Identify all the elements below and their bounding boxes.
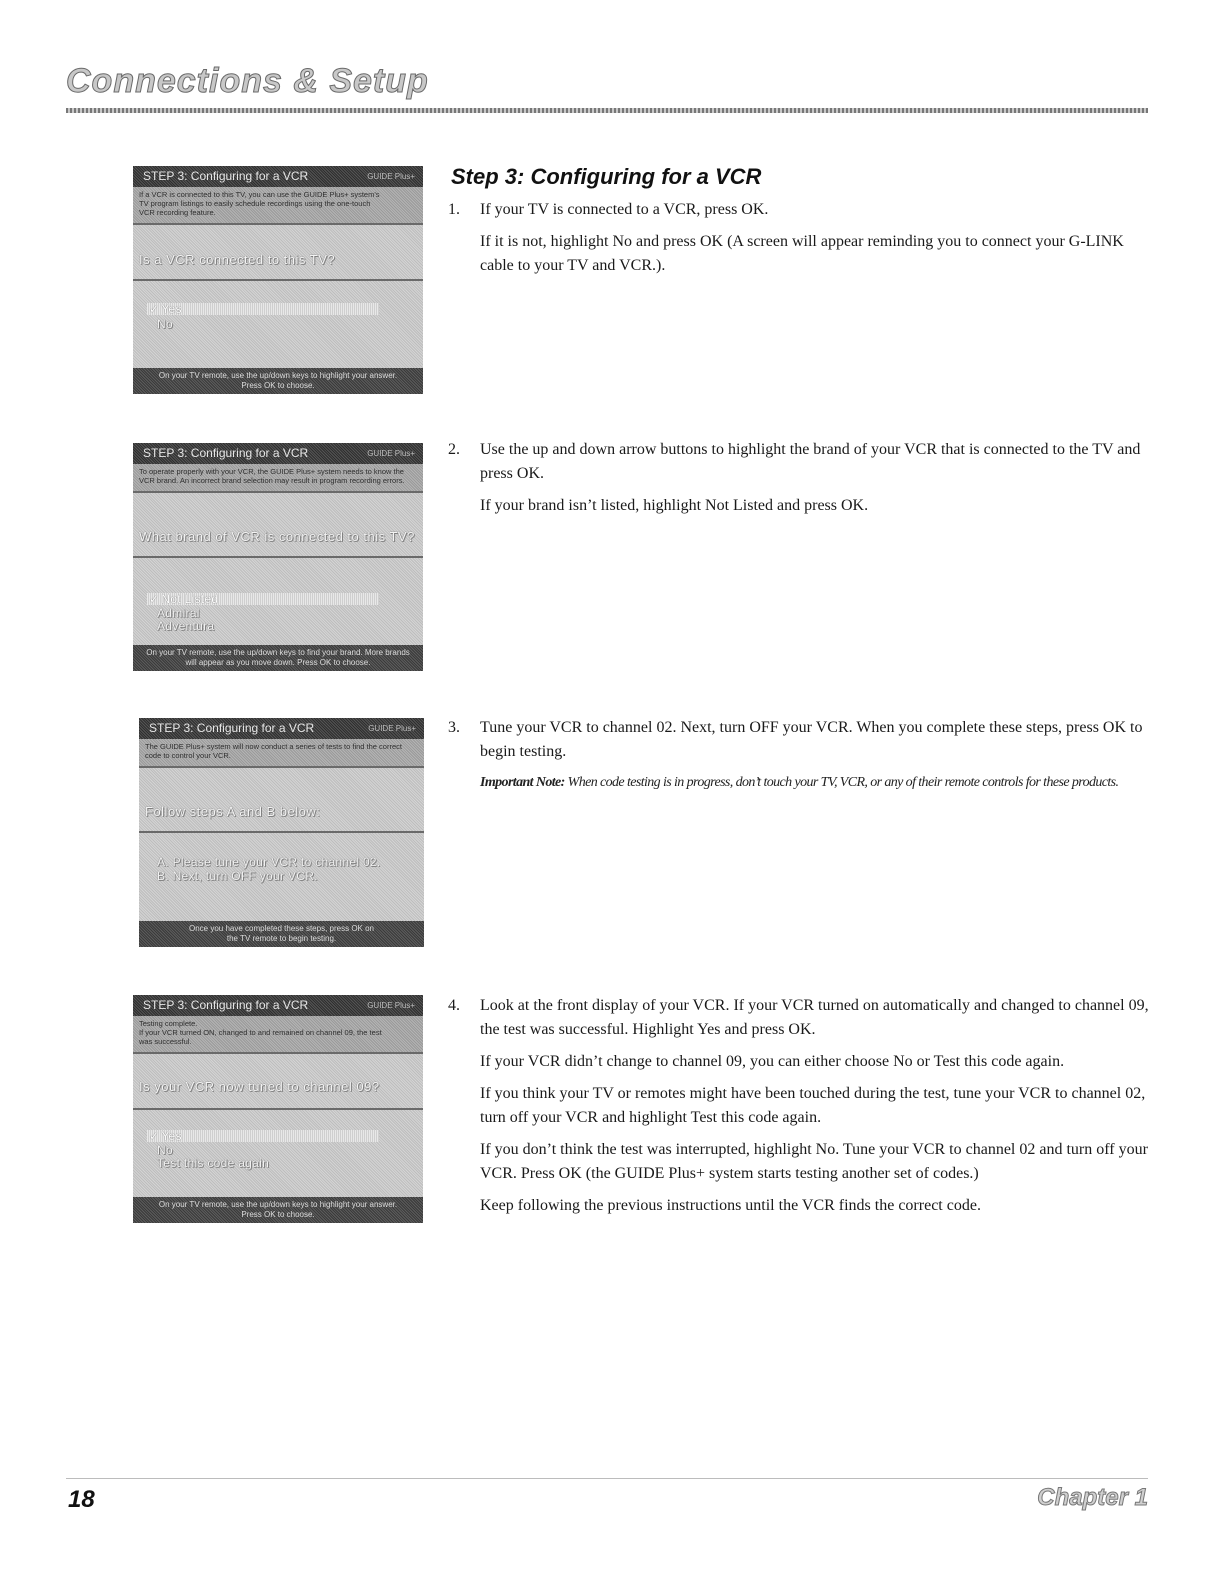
step-paragraph: If your brand isn’t listed, highlight Not Listed and press OK. xyxy=(480,497,869,514)
header-rule xyxy=(66,108,1148,113)
guide-plus-logo: GUIDE Plus+ xyxy=(367,1001,415,1010)
tv-screen-vcr-brand xyxy=(133,443,423,671)
screen-intro-text: The GUIDE Plus+ system will now conduct a series of tests to find the correct code to control your VCR. xyxy=(139,739,424,766)
screen-title: STEP 3: Configuring for a VCR xyxy=(143,446,309,460)
tv-screen-vcr-connected xyxy=(133,166,423,394)
screen-option: Test this code again xyxy=(157,1156,270,1170)
step-number: 2. xyxy=(448,441,460,458)
checkmark-icon: ✓ xyxy=(149,592,160,606)
important-note xyxy=(480,772,1150,794)
step-paragraph: Use the up and down arrow buttons to highlight the brand of your VCR that is connected to the TV and press OK. xyxy=(480,441,1141,482)
screen-option: Adventura xyxy=(157,619,215,633)
step-number: 4. xyxy=(448,997,460,1014)
step-paragraph: If your TV is connected to a VCR, press OK. xyxy=(480,201,769,218)
step-paragraph: If it is not, highlight No and press OK (A screen will appear reminding you to connect your G-LINK cable to your TV and VCR.). xyxy=(480,233,1124,274)
section-heading: Step 3: Configuring for a VCR xyxy=(451,164,762,189)
screen-divider xyxy=(133,279,423,281)
guide-plus-logo: GUIDE Plus+ xyxy=(367,172,415,181)
screen-option-selected xyxy=(147,593,379,605)
screen-question: Is a VCR connected to this TV? xyxy=(139,252,336,267)
instruction-step-1 xyxy=(448,198,1150,286)
step-paragraph: Look at the front display of your VCR. If your VCR turned on automatically and changed to channel 09, the test was successful. Highlight Yes and press OK. xyxy=(480,997,1149,1038)
screen-footer-hint: On your TV remote, use the up/down keys to highlight your answer. Press OK to choose. xyxy=(133,1197,423,1223)
screen-title: STEP 3: Configuring for a VCR xyxy=(143,998,309,1012)
screen-option-selected xyxy=(147,303,379,315)
screen-option-label: Yes xyxy=(161,302,182,316)
page-header-title: Connections & Setup xyxy=(66,62,429,100)
screen-option: No xyxy=(157,1143,173,1157)
screen-title: STEP 3: Configuring for a VCR xyxy=(149,721,315,735)
screen-question: Follow steps A and B below: xyxy=(145,804,321,819)
screen-option: No xyxy=(157,317,173,331)
screen-footer-hint: On your TV remote, use the up/down keys to find your brand. More brands will appear as you move down. Press OK to choose. xyxy=(133,645,423,671)
screen-intro-text: Testing complete. If your VCR turned ON, changed to and remained on channel 09, the test was successful. xyxy=(133,1016,423,1052)
page-number: 18 xyxy=(68,1486,95,1513)
instruction-step-4 xyxy=(448,994,1150,1226)
tv-screen-vcr-test-result xyxy=(133,995,423,1223)
checkmark-icon: ✓ xyxy=(149,1129,160,1143)
screen-option-label: Yes xyxy=(161,1129,182,1143)
step-number: 1. xyxy=(448,201,460,218)
screen-option-selected xyxy=(147,1130,379,1142)
checkmark-icon: ✓ xyxy=(149,302,160,316)
step-paragraph: If your VCR didn’t change to channel 09, you can either choose No or Test this code again. xyxy=(480,1053,1065,1070)
guide-plus-logo: GUIDE Plus+ xyxy=(368,724,416,733)
screen-option: Admiral xyxy=(157,606,200,620)
screen-title-bar xyxy=(133,166,423,187)
screen-title-bar xyxy=(133,995,423,1016)
step-paragraph: If you think your TV or remotes might have been touched during the test, tune your VCR to channel 02, turn off your VCR and highlight Test this code again. xyxy=(480,1085,1146,1126)
screen-option-label: Not Listed xyxy=(161,592,219,606)
screen-divider xyxy=(139,831,424,833)
screen-step-line: B. Next, turn OFF your VCR. xyxy=(157,869,318,883)
important-note-label: Important Note: xyxy=(480,775,565,790)
screen-intro-text: If a VCR is connected to this TV, you can use the GUIDE Plus+ system's TV program listings to easily schedule recordings using the one-touch VCR recording feature. xyxy=(133,187,423,223)
step-paragraph: If you don’t think the test was interrupted, highlight No. Tune your VCR to channel 02 and turn off your VCR. Press OK (the GUIDE Plus+ system starts testing another set of codes.) xyxy=(480,1141,1148,1182)
screen-divider xyxy=(133,556,423,558)
screen-title-bar xyxy=(139,718,424,739)
screen-footer-hint: On your TV remote, use the up/down keys to highlight your answer. Press OK to choose. xyxy=(133,368,423,394)
screen-title: STEP 3: Configuring for a VCR xyxy=(143,169,309,183)
screen-divider xyxy=(133,1108,423,1110)
screen-step-line: A. Please tune your VCR to channel 02. xyxy=(157,855,381,869)
screen-title-bar xyxy=(133,443,423,464)
screen-intro-text: To operate properly with your VCR, the GUIDE Plus+ system needs to know the VCR brand. An incorrect brand selection may result in program recording errors. xyxy=(133,464,423,491)
step-paragraph: Keep following the previous instructions until the VCR finds the correct code. xyxy=(480,1197,981,1214)
important-note-text: When code testing is in progress, don’t touch your TV, VCR, or any of their remote controls for these products. xyxy=(567,775,1119,790)
tv-screen-vcr-testing-steps xyxy=(139,718,424,947)
chapter-label: Chapter 1 xyxy=(1037,1484,1148,1511)
screen-divider xyxy=(139,766,424,768)
instruction-step-2 xyxy=(448,438,1150,526)
step-number: 3. xyxy=(448,719,460,736)
screen-question: What brand of VCR is connected to this TV? xyxy=(139,529,415,544)
instruction-step-3 xyxy=(448,716,1150,794)
guide-plus-logo: GUIDE Plus+ xyxy=(367,449,415,458)
screen-divider xyxy=(133,223,423,225)
screen-divider xyxy=(133,491,423,493)
screen-question: Is your VCR now tuned to channel 09? xyxy=(139,1079,380,1094)
screen-footer-hint: Once you have completed these steps, press OK on the TV remote to begin testing. xyxy=(139,921,424,947)
screen-divider xyxy=(133,1052,423,1054)
footer-rule xyxy=(66,1478,1148,1479)
step-paragraph: Tune your VCR to channel 02. Next, turn OFF your VCR. When you complete these steps, press OK to begin testing. xyxy=(480,719,1143,760)
